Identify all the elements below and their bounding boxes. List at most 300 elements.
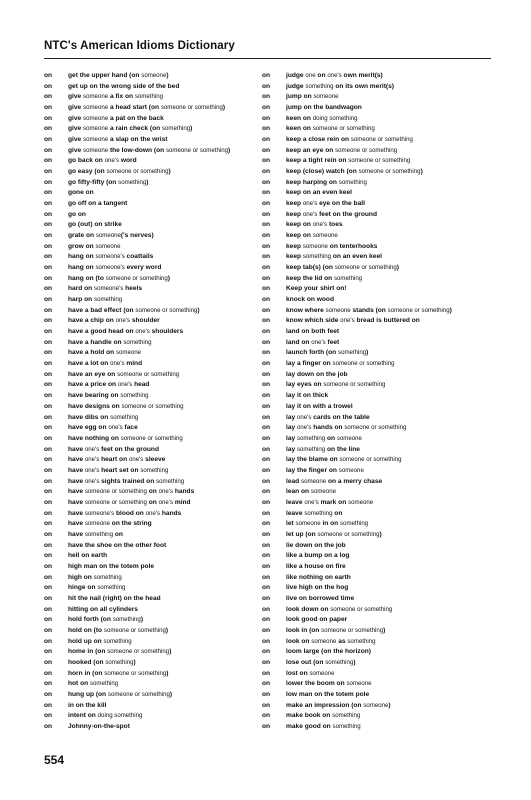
index-entry [44, 626, 269, 637]
entry-idiom-text: go on [68, 210, 86, 218]
index-entry [44, 167, 269, 178]
entry-idiom-text: hinge on [68, 584, 98, 592]
index-entry [44, 690, 269, 701]
entry-keyword: on [262, 648, 271, 656]
index-entry [44, 284, 269, 295]
entry-idiom-text: ) [167, 274, 170, 282]
entry-idiom-text: ) [366, 349, 369, 357]
index-entry [44, 605, 269, 616]
entry-idiom-text: high on [68, 573, 94, 581]
entry-placeholder-text: someone [83, 104, 109, 112]
entry-keyword: on [262, 114, 271, 122]
entry-keyword: on [262, 232, 271, 240]
entry-idiom-text: have an eye on [68, 370, 118, 378]
entry-idiom-text: the low-down (on [108, 146, 166, 154]
entry-keyword: on [44, 680, 53, 688]
index-entry [262, 647, 487, 658]
entry-keyword: on [262, 434, 271, 442]
entry-placeholder-text: someone [348, 498, 374, 506]
entry-placeholder-text: someone [309, 669, 335, 677]
entry-idiom-text: on [146, 498, 159, 506]
index-entry [262, 103, 487, 114]
index-entry [262, 199, 487, 210]
entry-idiom-text: have [68, 466, 85, 474]
entry-idiom-text: hold forth (on [68, 616, 113, 624]
index-entry [262, 274, 487, 285]
entry-idiom-text: have nothing on [68, 434, 121, 442]
entry-placeholder-text: something [332, 722, 361, 730]
entry-keyword: on [44, 552, 53, 560]
entry-placeholder-text: something [340, 520, 369, 528]
index-entry [262, 669, 487, 680]
index-entry [44, 92, 269, 103]
entry-idiom-text: keep tab(s) (on [286, 264, 335, 272]
entry-keyword: on [262, 445, 271, 453]
entry-idiom-text: have [68, 445, 85, 453]
entry-keyword: on [262, 594, 271, 602]
entry-placeholder-text: someone [141, 72, 167, 79]
entry-keyword: on [262, 146, 271, 154]
entry-keyword: on [44, 136, 53, 144]
index-entry [262, 573, 487, 584]
entry-keyword: on [262, 626, 271, 634]
entry-idiom-text: have a lot on [68, 360, 111, 368]
entry-idiom-text: make book on [286, 712, 333, 720]
entry-idiom-text: a pat on the back [108, 114, 164, 122]
entry-placeholder-text: someone or something [120, 434, 183, 442]
entry-idiom-text: like nothing on earth [286, 573, 351, 581]
entry-idiom-text: ) [420, 168, 423, 176]
entry-placeholder-text: someone or something [107, 690, 170, 698]
entry-placeholder-text: someone or something [348, 157, 411, 165]
index-entry [44, 615, 269, 626]
entry-idiom-text: keep [286, 200, 303, 208]
entry-keyword: on [262, 520, 271, 528]
entry-idiom-text: hands [173, 488, 195, 496]
entry-idiom-text: ) [222, 104, 226, 112]
entry-keyword: on [262, 562, 271, 570]
entry-idiom-text: harp on [68, 296, 95, 304]
entry-placeholder-text: someone or something [104, 669, 167, 677]
entry-placeholder-text: something [334, 274, 363, 282]
entry-placeholder-text: someone or something [335, 146, 398, 154]
index-entry [262, 615, 487, 626]
entry-idiom-text: look good on paper [286, 616, 348, 624]
entry-keyword: on [44, 253, 53, 261]
index-entry [44, 114, 269, 125]
entry-idiom-text: keep [286, 253, 303, 261]
entry-idiom-text: bread is buttered on [354, 317, 420, 325]
entry-keyword: on [262, 413, 271, 421]
entry-placeholder-text: one's [84, 456, 100, 464]
index-entry [262, 498, 487, 509]
entry-idiom-text: ) [383, 626, 386, 634]
entry-idiom-text: hot on [68, 680, 90, 688]
index-entry [44, 647, 269, 658]
index-entry [262, 455, 487, 466]
entry-idiom-text: hooked (on [68, 658, 106, 666]
entry-placeholder-text: someone or something [387, 306, 450, 314]
entry-keyword: on [44, 146, 53, 154]
entry-idiom-text: on [113, 530, 123, 538]
index-entry [44, 562, 269, 573]
entry-placeholder-text: one's [297, 424, 312, 432]
entry-keyword: on [44, 626, 53, 634]
index-entry [44, 188, 269, 199]
entry-idiom-text: hell on earth [68, 552, 108, 560]
entry-placeholder-text: one's [104, 157, 120, 165]
index-entry [262, 509, 487, 520]
entry-keyword: on [44, 669, 53, 677]
index-entry [44, 445, 269, 456]
index-entry [262, 701, 487, 712]
index-entry [262, 220, 487, 231]
entry-idiom-text: gone on [68, 189, 94, 197]
entry-idiom-text: look down on [286, 605, 331, 613]
index-entry [44, 402, 269, 413]
entry-placeholder-text: doing something [97, 712, 143, 720]
entry-placeholder-text: someone [84, 520, 110, 528]
entry-placeholder-text: something [89, 680, 119, 688]
entry-placeholder-text: something [97, 584, 126, 592]
index-entry [262, 242, 487, 253]
entry-placeholder-text: someone [346, 680, 372, 688]
entry-keyword: on [262, 498, 271, 506]
index-entry [262, 541, 487, 552]
entry-idiom-text: ) [379, 530, 382, 538]
index-entry [262, 530, 487, 541]
entry-keyword: on [44, 402, 53, 410]
entry-idiom-text: face [122, 424, 138, 432]
entry-idiom-text: knock on wood [286, 296, 334, 304]
index-entry [262, 359, 487, 370]
entry-idiom-text: on the string [109, 520, 152, 528]
entry-idiom-text: heart on [99, 456, 129, 464]
entry-idiom-text: judge [286, 72, 306, 79]
entry-keyword: on [44, 562, 53, 570]
entry-placeholder-text: one's [84, 477, 100, 485]
index-entry [262, 679, 487, 690]
entry-idiom-text: a head start (on [108, 104, 161, 112]
entry-placeholder-text: someone or something [135, 306, 198, 314]
entry-idiom-text: own merit(s) [341, 72, 383, 79]
entry-idiom-text: hit the nail (right) on the head [68, 594, 161, 602]
entry-idiom-text: have [68, 456, 85, 464]
entry-keyword: on [44, 690, 53, 698]
index-entry [262, 178, 487, 189]
entry-idiom-text: hold up on [68, 637, 104, 645]
entry-idiom-text: go back on [68, 157, 105, 165]
entry-keyword: on [44, 434, 53, 442]
index-entry [44, 594, 269, 605]
index-entry [262, 146, 487, 157]
entry-placeholder-text: someone [312, 232, 338, 240]
entry-keyword: on [262, 296, 271, 304]
entry-keyword: on [262, 253, 271, 261]
index-entry [262, 71, 487, 82]
entry-keyword: on [262, 360, 271, 368]
index-entry [44, 316, 269, 327]
index-entry [262, 348, 487, 359]
index-entry [44, 498, 269, 509]
entry-placeholder-text: something [332, 712, 361, 720]
entry-idiom-text: hitting on all cylinders [68, 605, 138, 613]
index-entry [262, 477, 487, 488]
entry-idiom-text: on a merry chase [326, 477, 383, 485]
entry-placeholder-text: someone's [95, 264, 125, 272]
entry-idiom-text: lay [286, 413, 297, 421]
entry-placeholder-text: someone or something [332, 360, 395, 368]
entry-keyword: on [44, 605, 53, 613]
entry-idiom-text: on its own merit(s) [333, 82, 394, 90]
entry-placeholder-text: someone [83, 114, 109, 122]
entry-idiom-text: have [68, 520, 85, 528]
index-entry [44, 156, 269, 167]
entry-idiom-text: lay it on with a trowel [286, 402, 353, 410]
entry-placeholder-text: someone or something [339, 456, 402, 464]
entry-idiom-text: land on [286, 338, 312, 346]
entry-placeholder-text: one's [117, 381, 133, 389]
index-entry [262, 252, 487, 263]
entry-placeholder-text: something [105, 658, 134, 666]
index-entry [44, 263, 269, 274]
entry-placeholder-text: someone or something [84, 498, 147, 506]
entry-keyword: on [44, 242, 53, 250]
index-entry [44, 338, 269, 349]
index-entry [44, 348, 269, 359]
entry-keyword: on [44, 232, 53, 240]
entry-keyword: on [262, 669, 271, 677]
entry-idiom-text: keep harping on [286, 178, 339, 186]
entry-keyword: on [44, 488, 53, 496]
entry-keyword: on [44, 168, 53, 176]
entry-idiom-text: lay the finger on [286, 466, 339, 474]
entry-idiom-text: high man on the totem pole [68, 562, 155, 570]
entry-idiom-text: keen on [286, 114, 313, 122]
index-entry [44, 413, 269, 424]
entry-placeholder-text: someone [95, 232, 121, 240]
entry-keyword: on [44, 93, 53, 101]
entry-idiom-text: live high on the hog [286, 584, 349, 592]
entry-idiom-text: have the shoe on the other foot [68, 541, 167, 549]
entry-keyword: on [44, 264, 53, 272]
entry-placeholder-text: someone or something [334, 264, 397, 272]
entry-keyword: on [44, 125, 53, 133]
entry-placeholder-text: someone [83, 125, 109, 133]
entry-idiom-text: ) [165, 626, 169, 634]
entry-idiom-text: have a good head on [68, 328, 136, 336]
entry-keyword: on [262, 605, 271, 613]
entry-idiom-text: lean on [286, 488, 311, 496]
entry-idiom-text: ) [140, 616, 144, 624]
entry-keyword: on [262, 722, 271, 730]
entry-keyword: on [44, 328, 53, 336]
entry-keyword: on [262, 680, 271, 688]
entry-placeholder-text: one's [327, 72, 342, 79]
entry-idiom-text: blood on [114, 509, 146, 517]
entry-idiom-text: lay [286, 445, 297, 453]
entry-idiom-text: every word [124, 264, 162, 272]
entry-idiom-text: in on the kill [68, 701, 107, 709]
entry-idiom-text: sleeve [143, 456, 166, 464]
entry-idiom-text: go fifty-fifty (on [68, 178, 119, 186]
entry-idiom-text: home in (on [68, 648, 108, 656]
index-entry [262, 722, 487, 733]
entry-keyword: on [44, 157, 53, 165]
entry-keyword: on [262, 328, 271, 336]
entry-placeholder-text: someone or something [350, 136, 413, 144]
entry-idiom-text: lose out (on [286, 658, 326, 666]
entry-keyword: on [262, 136, 271, 144]
index-entry [44, 583, 269, 594]
entry-idiom-text: have a bad effect (on [68, 306, 136, 314]
entry-idiom-text: leave [286, 509, 305, 517]
entry-idiom-text: hang on [68, 253, 96, 261]
entry-idiom-text: grow on [68, 242, 96, 250]
index-entry [262, 156, 487, 167]
index-entry [44, 295, 269, 306]
entry-idiom-text: a slap on the wrist [108, 136, 168, 144]
entry-idiom-text: hold on (to [68, 626, 104, 634]
entry-idiom-text: a fix on [108, 93, 135, 101]
entry-placeholder-text: someone or something [165, 146, 228, 154]
entry-idiom-text: mind [124, 360, 143, 368]
entry-keyword: on [262, 338, 271, 346]
entry-idiom-text: have a handle on [68, 338, 124, 346]
entry-idiom-text: on tenterhooks [327, 242, 378, 250]
entry-keyword: on [44, 349, 53, 357]
entry-keyword: on [262, 264, 271, 272]
index-entry [44, 573, 269, 584]
entry-idiom-text: mark on [318, 498, 349, 506]
entry-keyword: on [44, 306, 53, 314]
entry-idiom-text: lead [286, 477, 302, 485]
index-entry [262, 445, 487, 456]
entry-placeholder-text: someone [338, 466, 364, 474]
entry-placeholder-text: one's [84, 445, 100, 453]
entry-keyword: on [44, 370, 53, 378]
entry-keyword: on [44, 82, 53, 90]
entry-idiom-text: grate on [68, 232, 96, 240]
entry-idiom-text: heart set on [99, 466, 141, 474]
index-entry [262, 306, 487, 317]
index-entry [44, 135, 269, 146]
index-entry [44, 327, 269, 338]
entry-idiom-text: keep an eye on [286, 146, 336, 154]
entry-placeholder-text: one's [84, 466, 100, 474]
entry-keyword: on [262, 306, 271, 314]
entry-idiom-text: like a bump on a log [286, 552, 350, 560]
entry-keyword: on [262, 349, 271, 357]
entry-keyword: on [262, 221, 271, 229]
index-entry [262, 167, 487, 178]
entry-idiom-text: have [68, 488, 85, 496]
index-entry [262, 82, 487, 93]
entry-idiom-text: ) [396, 264, 399, 272]
entry-idiom-text: give [68, 104, 84, 112]
index-entry [44, 722, 269, 733]
entry-keyword: on [44, 456, 53, 464]
entry-keyword: on [44, 701, 53, 709]
entry-idiom-text: have designs on [68, 402, 122, 410]
entry-keyword: on [44, 477, 53, 485]
entry-placeholder-text: someone or something [107, 648, 170, 656]
entry-idiom-text: keep on an even keel [286, 189, 352, 197]
entry-keyword: on [262, 72, 271, 79]
entry-keyword: on [44, 616, 53, 624]
entry-keyword: on [44, 381, 53, 389]
entry-idiom-text: on [325, 434, 337, 442]
index-entry [262, 338, 487, 349]
entry-placeholder-text: one's [110, 360, 125, 368]
entry-idiom-text: keep on [286, 221, 313, 229]
entry-keyword: on [262, 317, 271, 325]
entry-idiom-text: lie down on the job [286, 541, 346, 549]
entry-idiom-text: have a chip on [68, 317, 116, 325]
entry-keyword: on [262, 552, 271, 560]
entry-keyword: on [44, 285, 53, 293]
entry-keyword: on [262, 104, 271, 112]
index-entry [44, 466, 269, 477]
entry-placeholder-text: someone or something [117, 370, 180, 378]
entry-idiom-text: ) [353, 658, 356, 666]
entry-keyword: on [44, 498, 53, 506]
entry-keyword: on [262, 712, 271, 720]
entry-idiom-text: have a hold on [68, 349, 116, 357]
entry-keyword: on [262, 530, 271, 538]
entry-placeholder-text: someone [336, 434, 362, 442]
index-entry [262, 370, 487, 381]
entry-keyword: on [44, 541, 53, 549]
entry-placeholder-text: something [110, 413, 139, 421]
index-entry [262, 316, 487, 327]
entry-keyword: on [44, 424, 53, 432]
entry-keyword: on [262, 370, 271, 378]
entry-keyword: on [262, 488, 271, 496]
entry-idiom-text: keep (close) watch (on [286, 168, 359, 176]
entry-keyword: on [262, 82, 271, 90]
index-entry [44, 519, 269, 530]
right-column [262, 71, 487, 733]
entry-idiom-text: have [68, 509, 85, 517]
entry-idiom-text: heels [123, 285, 142, 293]
index-entry [44, 242, 269, 253]
entry-placeholder-text: one's [312, 221, 328, 229]
running-header-title: NTC's American Idioms Dictionary [44, 40, 235, 52]
index-entry [262, 391, 487, 402]
entry-idiom-text: like a house on fire [286, 562, 346, 570]
entry-keyword: on [262, 690, 271, 698]
entry-idiom-text: word [119, 157, 137, 165]
entry-keyword: on [262, 178, 271, 186]
entry-idiom-text: shoulder [130, 317, 160, 325]
entry-keyword: on [262, 274, 271, 282]
entry-idiom-text: ) [197, 306, 200, 314]
index-entry [262, 135, 487, 146]
entry-placeholder-text: someone or something [106, 168, 169, 176]
entry-idiom-text: low man on the totem pole [286, 690, 370, 698]
index-entry [44, 220, 269, 231]
index-entry [262, 658, 487, 669]
entry-idiom-text: hang on [68, 264, 96, 272]
entry-idiom-text: live on borrowed time [286, 594, 355, 602]
entry-idiom-text: loom large (on the horizon) [286, 648, 371, 656]
entry-placeholder-text: someone [301, 477, 327, 485]
entry-placeholder-text: something [297, 434, 326, 442]
index-entry [262, 690, 487, 701]
index-entry [262, 519, 487, 530]
entry-idiom-text: ) [166, 72, 169, 79]
